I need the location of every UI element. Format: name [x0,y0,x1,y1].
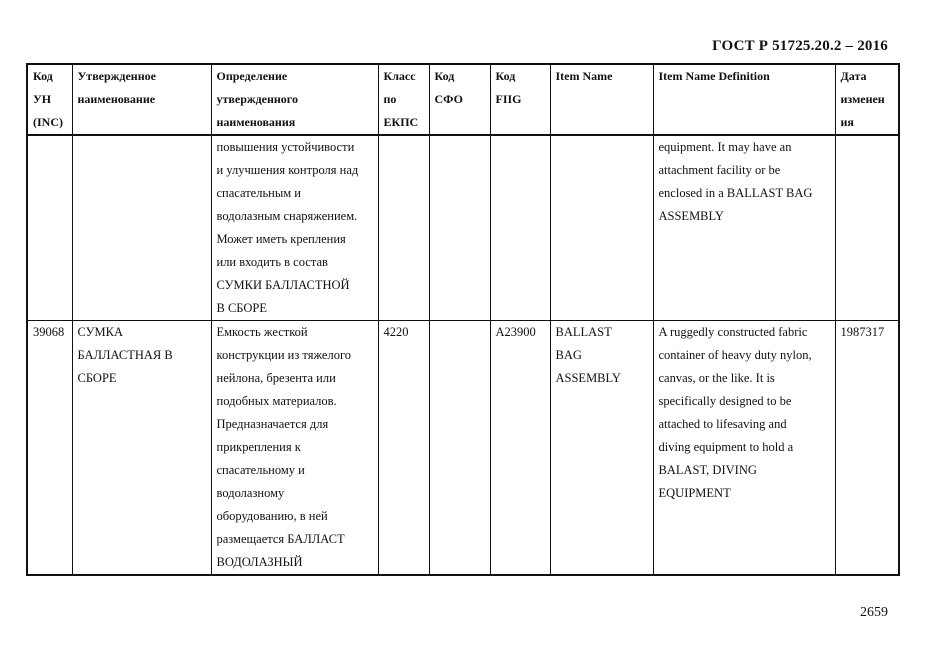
cell-date: 1987317 [835,321,899,576]
cell-item-name-definition: A ruggedly constructed fabric container of heavy duty nylon, canvas, or the like. It is specifically designed to be attached to lifesaving and diving equipment to hold a BALAST, DIVING EQUIPMENT [653,321,835,576]
header-inc: Код УН (INC) [27,64,72,135]
table-row [27,321,899,576]
cell-date [835,135,899,321]
header-fiig-code: Код FIIG [490,64,550,135]
table-row [27,135,899,321]
cell-sfo-code [429,321,490,576]
document-title: ГОСТ Р 51725.20.2 – 2016 [712,38,888,54]
cell-inc: 39068 [27,321,72,576]
cell-sfo-code [429,135,490,321]
header-sfo-code: Код СФО [429,64,490,135]
header-ekps-class: Класс по ЕКПС [378,64,429,135]
table-header [27,64,899,135]
cell-fiig-code: A23900 [490,321,550,576]
cell-item-name: BALLAST BAG ASSEMBLY [550,321,653,576]
cell-item-name-definition: equipment. It may have an attachment facility or be enclosed in a BALLAST BAG ASSEMBLY [653,135,835,321]
header-item-name: Item Name [550,64,653,135]
header-definition: Определение утвержденного наименования [211,64,378,135]
cell-approved-name: СУМКА БАЛЛАСТНАЯ В СБОРЕ [72,321,211,576]
cell-inc [27,135,72,321]
cell-approved-name [72,135,211,321]
cell-fiig-code [490,135,550,321]
cell-ekps-class [378,135,429,321]
cell-definition: повышения устойчивости и улучшения контроля над спасательным и водолазным снаряжением. Может иметь крепления или входить в состав СУМКИ БАЛЛАСТНОЙ В СБОРЕ [211,135,378,321]
cell-item-name [550,135,653,321]
cell-definition: Емкость жесткой конструкции из тяжелого нейлона, брезента или подобных материалов. Предназначается для прикрепления к спасательному и водолазному оборудованию, в ней размещается БАЛЛАСТ ВОДОЛАЗНЫЙ [211,321,378,576]
header-row [27,64,899,135]
specification-table [26,63,900,576]
header-date: Дата изменен ия [835,64,899,135]
cell-ekps-class: 4220 [378,321,429,576]
header-item-name-definition: Item Name Definition [653,64,835,135]
page-number: 2659 [860,605,888,620]
header-approved-name: Утвержденное наименование [72,64,211,135]
